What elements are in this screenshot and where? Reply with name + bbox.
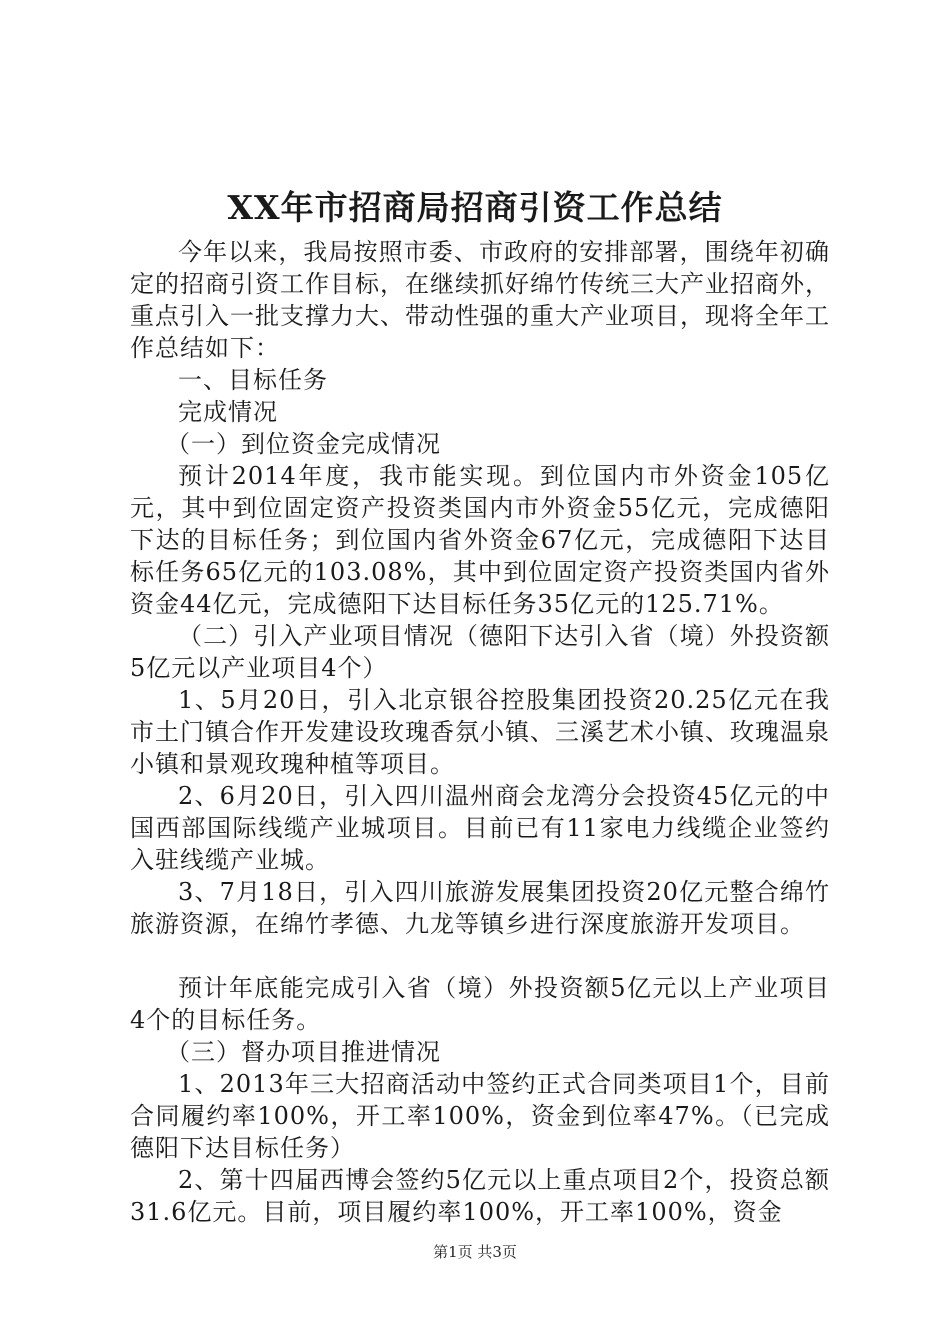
paragraph-funds: 预计2014年度，我市能实现。到位国内市外资金105亿元，其中到位固定资产投资类国内市外资金55亿元，完成德阳下达的目标任务；到位国内省外资金67亿元，完成德阳下达目标任务65亿元的103.08%，其中到位固定资产投资类国内省外资金44亿元，完成德阳下达目标任务35亿元的125.71%。	[130, 462, 830, 618]
page-footer: 第1页 共3页	[433, 1243, 517, 1261]
subsection-heading-funds: （一）到位资金完成情况	[166, 430, 441, 458]
subsection-heading-projects: （二）引入产业项目情况（德阳下达引入省（境）外投资额5亿元以产业项目4个）	[130, 622, 830, 682]
list-item-project-2: 2、6月20日，引入四川温州商会龙湾分会投资45亿元的中国西部国际线缆产业城项目。目前已有11家电力线缆企业签约入驻线缆产业城。	[130, 782, 830, 874]
document-body	[130, 236, 830, 1228]
intro-paragraph: 今年以来，我局按照市委、市政府的安排部署，围绕年初确定的招商引资工作目标，在继续抓好绵竹传统三大产业招商外，重点引入一批支撑力大、带动性强的重大产业项目，现将全年工作总结如下：	[130, 238, 830, 362]
subsection-heading-supervision: （三）督办项目推进情况	[166, 1038, 441, 1066]
document-title: XX年市招商局招商引资工作总结	[227, 188, 723, 227]
list-item-project-3: 3、7月18日，引入四川旅游发展集团投资20亿元整合绵竹旅游资源，在绵竹孝德、九龙等镇乡进行深度旅游开发项目。	[130, 878, 830, 938]
paragraph-forecast: 预计年底能完成引入省（境）外投资额5亿元以上产业项目4个的目标任务。	[130, 974, 830, 1034]
section-heading-completion: 完成情况	[178, 398, 278, 426]
list-item-project-1: 1、5月20日，引入北京银谷控股集团投资20.25亿元在我市土门镇合作开发建设玫瑰香氛小镇、三溪艺术小镇、玫瑰温泉小镇和景观玫瑰种植等项目。	[130, 686, 830, 778]
section-heading-targets: 一、目标任务	[178, 366, 328, 394]
list-item-supervision-1: 1、2013年三大招商活动中签约正式合同类项目1个，目前合同履约率100%，开工率100%，资金到位率47%。（已完成德阳下达目标任务）	[130, 1070, 830, 1162]
list-item-supervision-2: 2、第十四届西博会签约5亿元以上重点项目2个，投资总额31.6亿元。目前，项目履约率100%，开工率100%，资金	[130, 1166, 830, 1226]
